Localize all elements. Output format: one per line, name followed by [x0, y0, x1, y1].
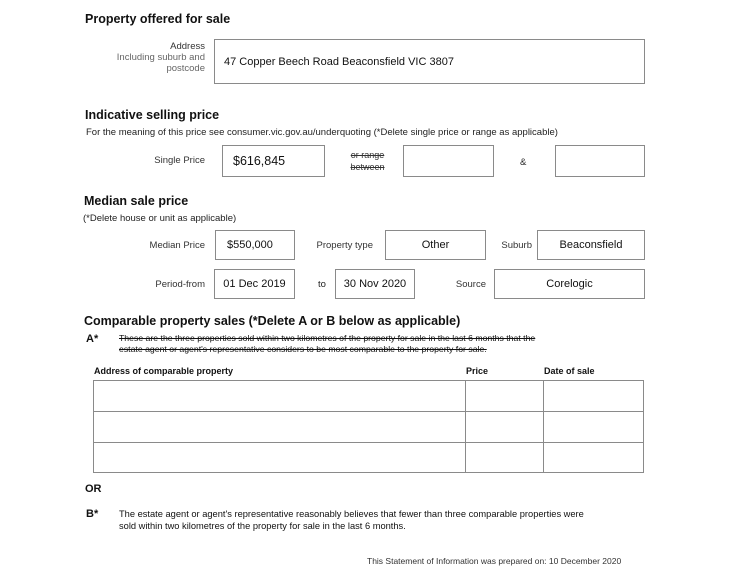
suburb-value: Beaconsfield	[559, 239, 623, 251]
suburb-label: Suburb	[501, 240, 532, 251]
option-a-text	[119, 333, 649, 355]
source-label: Source	[455, 279, 486, 290]
to-label: to	[318, 279, 326, 290]
or-label: OR	[85, 483, 102, 495]
table-row-divider-1	[93, 411, 644, 412]
address-field[interactable]	[214, 39, 645, 84]
address-label	[95, 41, 205, 74]
period-from-field[interactable]	[214, 269, 295, 299]
and-label: &	[520, 157, 527, 168]
table-col-divider-date	[543, 380, 544, 473]
median-note: (*Delete house or unit as applicable)	[83, 213, 237, 224]
range-to-field[interactable]	[555, 145, 645, 177]
indicative-heading: Indicative selling price	[85, 108, 220, 122]
source-value: Corelogic	[546, 278, 593, 290]
range-label-line-1: or range	[350, 150, 385, 160]
suburb-field[interactable]	[537, 230, 645, 260]
option-a-marker: A*	[86, 333, 99, 345]
comparable-table	[93, 380, 644, 473]
footer-prepared-on: This Statement of Information was prepared on: 10 December 2020	[367, 556, 622, 566]
column-header-price: Price	[466, 366, 489, 376]
address-label-line-3: postcode	[166, 63, 205, 74]
property-type-label: Property type	[316, 240, 373, 251]
option-b-text-line-1: The estate agent or agent's representative reasonably believes that fewer than three comparable properties were	[119, 509, 584, 519]
period-from-value: 01 Dec 2019	[223, 278, 286, 290]
median-price-field[interactable]	[215, 230, 295, 260]
single-price-field[interactable]	[222, 145, 325, 177]
option-a-text-line-2: estate agent or agent's representative considers to be most comparable to the property for sale.	[119, 344, 487, 354]
option-a-text-line-1: These are the three properties sold within two kilometres of the property for sale in the last 6 months that the	[119, 333, 536, 343]
source-field[interactable]	[494, 269, 645, 299]
median-heading: Median sale price	[84, 194, 189, 208]
median-price-label: Median Price	[149, 240, 205, 251]
option-b-text-line-2: sold within two kilometres of the property for sale in the last 6 months.	[119, 521, 406, 531]
column-header-date: Date of sale	[544, 366, 595, 376]
comparable-heading: Comparable property sales (*Delete A or B below as applicable)	[84, 314, 461, 328]
option-b-marker: B*	[86, 508, 99, 520]
column-header-address: Address of comparable property	[94, 366, 234, 376]
single-price-value: $616,845	[233, 154, 286, 168]
table-col-divider-price	[465, 380, 466, 473]
period-to-field[interactable]	[335, 269, 415, 299]
range-label	[340, 149, 395, 173]
period-to-value: 30 Nov 2020	[343, 278, 407, 290]
table-row-divider-2	[93, 442, 644, 443]
address-label-line-1: Address	[170, 41, 205, 52]
median-price-value: $550,000	[227, 239, 273, 251]
range-from-field[interactable]	[403, 145, 494, 177]
property-type-field[interactable]	[385, 230, 486, 260]
property-heading: Property offered for sale	[85, 12, 231, 26]
single-price-label: Single Price	[154, 155, 205, 166]
period-from-label: Period-from	[155, 279, 205, 290]
property-type-value: Other	[421, 239, 450, 251]
option-b-text	[119, 508, 649, 532]
indicative-note: For the meaning of this price see consumer.vic.gov.au/underquoting (*Delete single price or range as applicable)	[86, 127, 558, 138]
range-label-line-2: between	[350, 162, 385, 172]
address-label-line-2: Including suburb and	[116, 52, 205, 63]
address-value: 47 Copper Beech Road Beaconsfield VIC 3807	[224, 55, 454, 68]
